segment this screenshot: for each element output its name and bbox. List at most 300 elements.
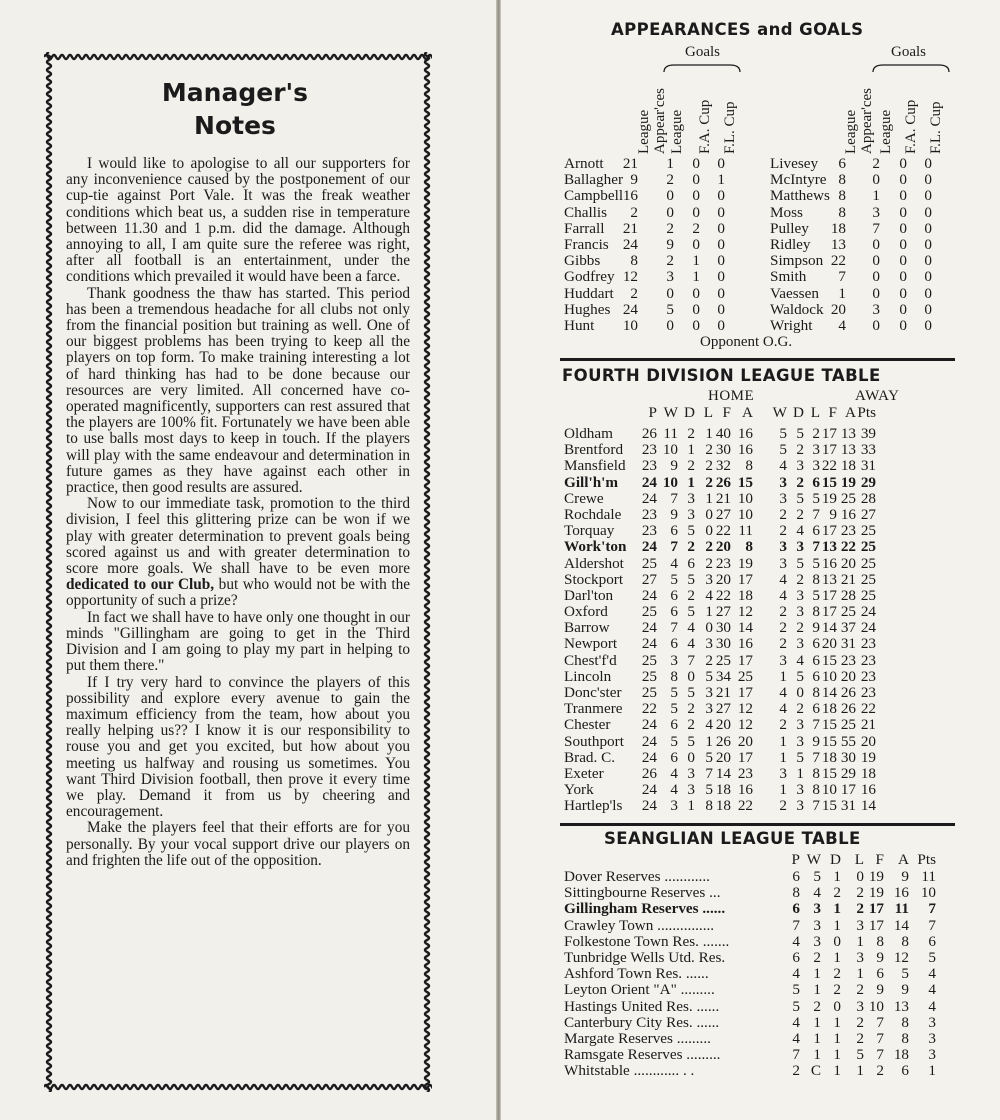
- seanglian-row: [564, 950, 956, 966]
- player-stat: 1: [692, 252, 700, 270]
- player-stat: 2: [666, 171, 674, 189]
- appearances-row: [564, 237, 954, 253]
- appearances-title: APPEARANCES and GOALS: [611, 20, 864, 39]
- league-stat: 25: [840, 716, 856, 734]
- player-name: Smith: [770, 268, 807, 286]
- league-stat: 25: [715, 651, 731, 669]
- league-stat: 5: [687, 684, 695, 701]
- player-stat: 0: [666, 284, 674, 302]
- player-stat: 0: [924, 155, 932, 172]
- league-stat: 27: [715, 505, 731, 523]
- player-stat: 13: [830, 235, 846, 253]
- team-name: Folkestone Town Res. .......: [564, 932, 730, 950]
- player-stat: 16: [622, 187, 638, 205]
- appearances-row: [564, 205, 954, 221]
- player-stat: 7: [838, 268, 846, 286]
- league-stat: 16: [737, 425, 753, 442]
- league-stat: 26: [715, 732, 731, 750]
- notes-paragraph: If I try very hard to convince the players of this possibility and explore every avenue to gain the maximum efficiency from the team, how about you really helping us?? I know it is our responsibility to rouse you and get you excited, but how about you meeting us halfway and rousing us sometimes. You want Third Division football, then prove it every time we play. Demand it from us by cheering and encouragement.: [66, 673, 410, 821]
- league-stat: 1: [779, 748, 787, 766]
- notes-emphasis: dedicated to our Club,: [66, 576, 215, 594]
- league-stat: 18: [715, 797, 731, 815]
- notes-paragraph-part: but who would not be with the opportunity of such a prize?: [66, 576, 411, 610]
- seanglian-stat: 1: [833, 1013, 841, 1031]
- seanglian-row: [564, 901, 956, 917]
- league-stat: 0: [687, 667, 695, 685]
- team-name: Chest'f'd: [564, 651, 617, 669]
- seanglian-stat: 1: [833, 916, 841, 934]
- league-stat: 6: [670, 748, 678, 766]
- seanglian-stat: 3: [813, 916, 821, 934]
- column-header: A: [898, 851, 909, 868]
- league-stat: 3: [796, 603, 804, 621]
- player-stat: 21: [622, 219, 638, 237]
- player-name: Challis: [564, 203, 608, 221]
- league-stat: 22: [840, 538, 856, 556]
- league-stat: 1: [705, 732, 713, 750]
- league-stat: 17: [737, 570, 753, 588]
- league-stat: 25: [840, 489, 856, 507]
- league-stat: 13: [840, 425, 856, 442]
- league-stat: 15: [821, 797, 837, 815]
- appearances-row: [564, 318, 954, 334]
- section-rule: [560, 358, 955, 361]
- league-stat: 23: [840, 522, 856, 540]
- league-stat: 7: [812, 538, 820, 556]
- league-stat: 19: [821, 489, 837, 507]
- league-stat: 29: [860, 473, 876, 491]
- league-stat: 3: [796, 538, 804, 556]
- league-stat: 5: [670, 700, 678, 718]
- league-stat: 20: [715, 716, 731, 734]
- league-stat: 5: [796, 489, 804, 507]
- league-row: [564, 734, 956, 750]
- seanglian-stat: 11: [894, 900, 909, 918]
- seanglian-stat: 6: [876, 965, 884, 983]
- league-stat: 23: [737, 764, 753, 782]
- league-stat: 7: [812, 505, 820, 523]
- league-stat: 14: [821, 684, 837, 701]
- seanglian-stat: 7: [792, 916, 800, 934]
- player-stat: 1: [872, 187, 880, 205]
- player-stat: 2: [666, 219, 674, 237]
- team-name: Torquay: [564, 522, 615, 540]
- league-row: [564, 620, 956, 636]
- seanglian-stat: 8: [792, 884, 800, 902]
- league-stat: 4: [670, 781, 678, 799]
- league-stat: 2: [779, 522, 787, 540]
- player-stat: 2: [630, 203, 638, 221]
- league-stat: 25: [641, 667, 657, 685]
- league-stat: 9: [670, 505, 678, 523]
- team-name: Brentford: [564, 441, 624, 459]
- league-stat: 1: [779, 781, 787, 799]
- column-header: F: [875, 851, 884, 868]
- league-row: [564, 636, 956, 652]
- col-header-fa-cup: F.A. Cup: [697, 99, 713, 154]
- league-stat: 2: [779, 635, 787, 653]
- league-stat: 25: [860, 570, 876, 588]
- league-stat: 5: [687, 603, 695, 621]
- league-stat: 15: [821, 764, 837, 782]
- league-stat: 5: [779, 425, 787, 442]
- league-stat: 4: [705, 586, 713, 604]
- player-stat: 1: [717, 171, 725, 189]
- league-stat: 20: [860, 732, 876, 750]
- team-name: Work'ton: [564, 538, 627, 556]
- player-name: Moss: [770, 203, 803, 221]
- league-row: [564, 442, 956, 458]
- league-stat: 4: [779, 457, 787, 475]
- league-stat: 5: [796, 667, 804, 685]
- league-stat: 6: [812, 635, 820, 653]
- league-stat: 26: [840, 684, 856, 701]
- league-stat: 16: [737, 781, 753, 799]
- league-stat: 15: [821, 473, 837, 491]
- appearances-footer: Opponent O.G.: [700, 334, 793, 350]
- seanglian-stat: 5: [928, 948, 936, 966]
- notes-title-line1: Manager's: [161, 78, 309, 107]
- league-stat: 2: [796, 441, 804, 459]
- league-stat: 1: [705, 425, 713, 442]
- league-stat: 27: [715, 603, 731, 621]
- seanglian-stat: 12: [893, 948, 909, 966]
- league-stat: 20: [840, 667, 856, 685]
- league-stat: 20: [737, 732, 753, 750]
- league-stat: 23: [641, 441, 657, 459]
- player-stat: 0: [692, 235, 700, 253]
- league-stat: 3: [779, 538, 787, 556]
- league-stat: 3: [796, 716, 804, 734]
- player-stat: 18: [830, 219, 846, 237]
- league-stat: 25: [641, 554, 657, 572]
- player-stat: 0: [899, 219, 907, 237]
- league-stat: 5: [670, 732, 678, 750]
- column-header: A: [845, 404, 856, 421]
- league-stat: 13: [821, 538, 837, 556]
- player-stat: 2: [692, 219, 700, 237]
- league-stat: 5: [796, 554, 804, 572]
- league-stat: 24: [860, 603, 876, 621]
- player-stat: 24: [622, 300, 638, 318]
- player-name: Hughes: [564, 300, 611, 318]
- notes-paragraph: [66, 496, 410, 609]
- player-stat: 21: [622, 155, 638, 172]
- team-name: Oldham: [564, 425, 613, 442]
- seanglian-stat: 2: [856, 884, 864, 902]
- col-header-appearances-line1: League: [843, 109, 859, 154]
- player-stat: 7: [872, 219, 880, 237]
- league-table: [564, 426, 956, 815]
- league-stat: 25: [641, 684, 657, 701]
- seanglian-row: [564, 885, 956, 901]
- league-stat: 26: [840, 700, 856, 718]
- league-header-row: [564, 405, 956, 421]
- league-stat: 25: [860, 586, 876, 604]
- league-stat: 30: [715, 619, 731, 637]
- player-stat: 0: [899, 235, 907, 253]
- appearances-row: [564, 302, 954, 318]
- seanglian-row: [564, 934, 956, 950]
- league-stat: 1: [705, 603, 713, 621]
- league-stat: 39: [860, 425, 876, 442]
- column-header: F: [722, 404, 731, 421]
- team-name: Ashford Town Res. ......: [564, 965, 709, 983]
- team-name: Hastings United Res. ......: [564, 997, 720, 1015]
- player-stat: 0: [717, 155, 725, 172]
- league-stat: 4: [796, 522, 804, 540]
- player-stat: 0: [666, 203, 674, 221]
- league-stat: 1: [779, 732, 787, 750]
- team-name: Rochdale: [564, 505, 622, 523]
- league-stat: 23: [860, 667, 876, 685]
- league-stat: 7: [670, 489, 678, 507]
- seanglian-stat: 7: [792, 1046, 800, 1064]
- seanglian-stat: 3: [928, 1046, 936, 1064]
- league-stat: 2: [705, 473, 713, 491]
- league-stat: 2: [705, 457, 713, 475]
- column-header: P: [648, 404, 657, 421]
- league-stat: 3: [705, 700, 713, 718]
- seanglian-stat: 9: [876, 981, 884, 999]
- league-stat: 33: [860, 441, 876, 459]
- notes-paragraph: Make the players feel that their efforts are for you personally. By your vocal support drive our players on and frighten the life out of the opposition.: [66, 819, 410, 869]
- team-name: Hartlep'ls: [564, 797, 623, 815]
- column-header: Pts: [857, 404, 876, 421]
- league-stat: 3: [687, 505, 695, 523]
- league-stat: 3: [796, 781, 804, 799]
- player-name: Vaessen: [770, 284, 819, 302]
- league-stat: 24: [641, 619, 657, 637]
- league-stat: 21: [715, 684, 731, 701]
- col-header-fa-cup: F.A. Cup: [903, 99, 919, 154]
- league-stat: 1: [779, 667, 787, 685]
- league-stat: 6: [670, 635, 678, 653]
- league-stat: 8: [705, 797, 713, 815]
- seanglian-row: [564, 1063, 956, 1079]
- player-name: Huddart: [564, 284, 614, 302]
- league-stat: 20: [715, 538, 731, 556]
- league-stat: 30: [715, 635, 731, 653]
- league-stat: 30: [715, 441, 731, 459]
- seanglian-row: [564, 869, 956, 885]
- league-stat: 4: [779, 700, 787, 718]
- player-stat: 10: [622, 316, 638, 334]
- league-stat: 3: [796, 797, 804, 815]
- league-stat: 3: [779, 764, 787, 782]
- league-row: [564, 782, 956, 798]
- team-name: Sittingbourne Reserves ...: [564, 884, 721, 902]
- seanglian-stat: 17: [868, 916, 884, 934]
- seanglian-stat: 9: [876, 948, 884, 966]
- player-stat: 6: [838, 155, 846, 172]
- seanglian-stat: 4: [792, 1013, 800, 1031]
- league-stat: 22: [737, 797, 753, 815]
- player-stat: 0: [666, 187, 674, 205]
- league-stat: 7: [687, 651, 695, 669]
- league-stat: 10: [662, 473, 678, 491]
- notes-paragraph-part: Now to our immediate task, promotion to the third division, I feel this glittering prize can be won if we play with greater determination to prevent goals being scored against us and with greater determination to score more goals. We shall have to be even more: [66, 495, 410, 578]
- team-name: Newport: [564, 635, 618, 653]
- player-stat: 0: [872, 284, 880, 302]
- league-stat: 0: [705, 619, 713, 637]
- player-stat: 4: [838, 316, 846, 334]
- league-row: [564, 507, 956, 523]
- league-stat: 37: [840, 619, 856, 637]
- league-stat: 23: [860, 684, 876, 701]
- team-name: Tunbridge Wells Utd. Res.: [564, 948, 726, 966]
- seanglian-stat: 1: [833, 1029, 841, 1047]
- league-row: [564, 523, 956, 539]
- seanglian-row: [564, 982, 956, 998]
- player-stat: 0: [899, 316, 907, 334]
- league-stat: 14: [737, 619, 753, 637]
- league-stat: 6: [812, 522, 820, 540]
- league-stat: 27: [860, 505, 876, 523]
- player-stat: 3: [872, 203, 880, 221]
- player-stat: 0: [692, 300, 700, 318]
- player-name: Livesey: [770, 155, 819, 172]
- player-name: Hunt: [564, 316, 595, 334]
- seanglian-header-row: [564, 852, 956, 868]
- player-stat: 2: [630, 284, 638, 302]
- league-stat: 3: [796, 635, 804, 653]
- seanglian-stat: 10: [920, 884, 936, 902]
- league-stat: 28: [860, 489, 876, 507]
- league-stat: 15: [821, 651, 837, 669]
- col-header-appearances-line2: Appear'ces: [859, 88, 875, 154]
- seanglian-stat: 3: [856, 997, 864, 1015]
- team-name: Donc'ster: [564, 684, 622, 701]
- seanglian-stat: 1: [833, 1062, 841, 1080]
- league-stat: 4: [670, 764, 678, 782]
- league-stat: 15: [821, 716, 837, 734]
- league-stat: 24: [641, 797, 657, 815]
- league-stat: 7: [812, 716, 820, 734]
- seanglian-stat: 6: [792, 900, 800, 918]
- seanglian-stat: 2: [833, 981, 841, 999]
- player-stat: 0: [899, 155, 907, 172]
- league-stat: 3: [796, 586, 804, 604]
- league-stat: 17: [821, 603, 837, 621]
- league-stat: 10: [737, 489, 753, 507]
- appearances-row: [564, 269, 954, 285]
- seanglian-stat: 1: [928, 1062, 936, 1080]
- league-stat: 3: [779, 554, 787, 572]
- league-stat: 6: [670, 716, 678, 734]
- team-name: Ramsgate Reserves .........: [564, 1046, 721, 1064]
- league-stat: 31: [840, 797, 856, 815]
- league-stat: 23: [860, 635, 876, 653]
- league-stat: 32: [715, 457, 731, 475]
- league-stat: 26: [641, 764, 657, 782]
- seanglian-stat: 1: [813, 965, 821, 983]
- league-stat: 23: [860, 651, 876, 669]
- league-stat: 6: [812, 700, 820, 718]
- league-stat: 12: [737, 716, 753, 734]
- league-stat: 18: [821, 700, 837, 718]
- player-stat: 8: [838, 203, 846, 221]
- seanglian-stat: 5: [856, 1046, 864, 1064]
- league-stat: 5: [687, 570, 695, 588]
- league-stat: 25: [641, 603, 657, 621]
- league-row: [564, 669, 956, 685]
- league-stat: 3: [670, 797, 678, 815]
- league-stat: 25: [860, 554, 876, 572]
- seanglian-stat: 4: [792, 932, 800, 950]
- team-name: Barrow: [564, 619, 610, 637]
- player-name: Farrall: [564, 219, 605, 237]
- seanglian-stat: 2: [856, 1013, 864, 1031]
- column-header: W: [806, 851, 821, 868]
- player-stat: 0: [899, 300, 907, 318]
- goals-brace-left: [662, 62, 742, 74]
- league-stat: 2: [687, 538, 695, 556]
- league-stat: 16: [821, 554, 837, 572]
- team-name: Darl'ton: [564, 586, 614, 604]
- league-stat: 2: [779, 619, 787, 637]
- league-stat: 17: [821, 522, 837, 540]
- league-row: [564, 426, 956, 442]
- league-row: [564, 717, 956, 733]
- league-stat: 8: [812, 684, 820, 701]
- seanglian-stat: 10: [868, 997, 884, 1015]
- team-name: Southport: [564, 732, 624, 750]
- seanglian-stat: 16: [893, 884, 909, 902]
- player-stat: 22: [830, 252, 846, 270]
- league-stat: 26: [641, 425, 657, 442]
- seanglian-stat: 3: [856, 948, 864, 966]
- league-row: [564, 653, 956, 669]
- player-name: Wright: [770, 316, 813, 334]
- seanglian-stat: 0: [833, 932, 841, 950]
- league-stat: 5: [687, 732, 695, 750]
- player-stat: 2: [872, 155, 880, 172]
- league-stat: 18: [860, 764, 876, 782]
- league-stat: 24: [641, 473, 657, 491]
- seanglian-row: [564, 918, 956, 934]
- league-stat: 16: [840, 505, 856, 523]
- league-stat: 24: [860, 619, 876, 637]
- seanglian-stat: 4: [792, 1029, 800, 1047]
- player-stat: 3: [872, 300, 880, 318]
- league-stat: 3: [779, 651, 787, 669]
- seanglian-stat: 3: [856, 916, 864, 934]
- player-stat: 0: [666, 316, 674, 334]
- seanglian-stat: 18: [893, 1046, 909, 1064]
- player-stat: 8: [838, 171, 846, 189]
- column-header: D: [793, 404, 804, 421]
- league-stat: 3: [705, 570, 713, 588]
- league-stat: 2: [779, 797, 787, 815]
- player-stat: 8: [630, 252, 638, 270]
- league-stat: 2: [779, 505, 787, 523]
- league-stat: 8: [670, 667, 678, 685]
- league-stat: 6: [670, 586, 678, 604]
- league-stat: 5: [705, 781, 713, 799]
- league-stat: 4: [779, 684, 787, 701]
- player-stat: 0: [717, 235, 725, 253]
- league-stat: 5: [670, 684, 678, 701]
- league-stat: 1: [687, 797, 695, 815]
- league-stat: 5: [812, 586, 820, 604]
- player-stat: 0: [872, 268, 880, 286]
- league-stat: 0: [687, 748, 695, 766]
- league-stat: 19: [840, 473, 856, 491]
- player-name: Pulley: [770, 219, 809, 237]
- league-row: [564, 798, 956, 814]
- seanglian-stat: 4: [792, 965, 800, 983]
